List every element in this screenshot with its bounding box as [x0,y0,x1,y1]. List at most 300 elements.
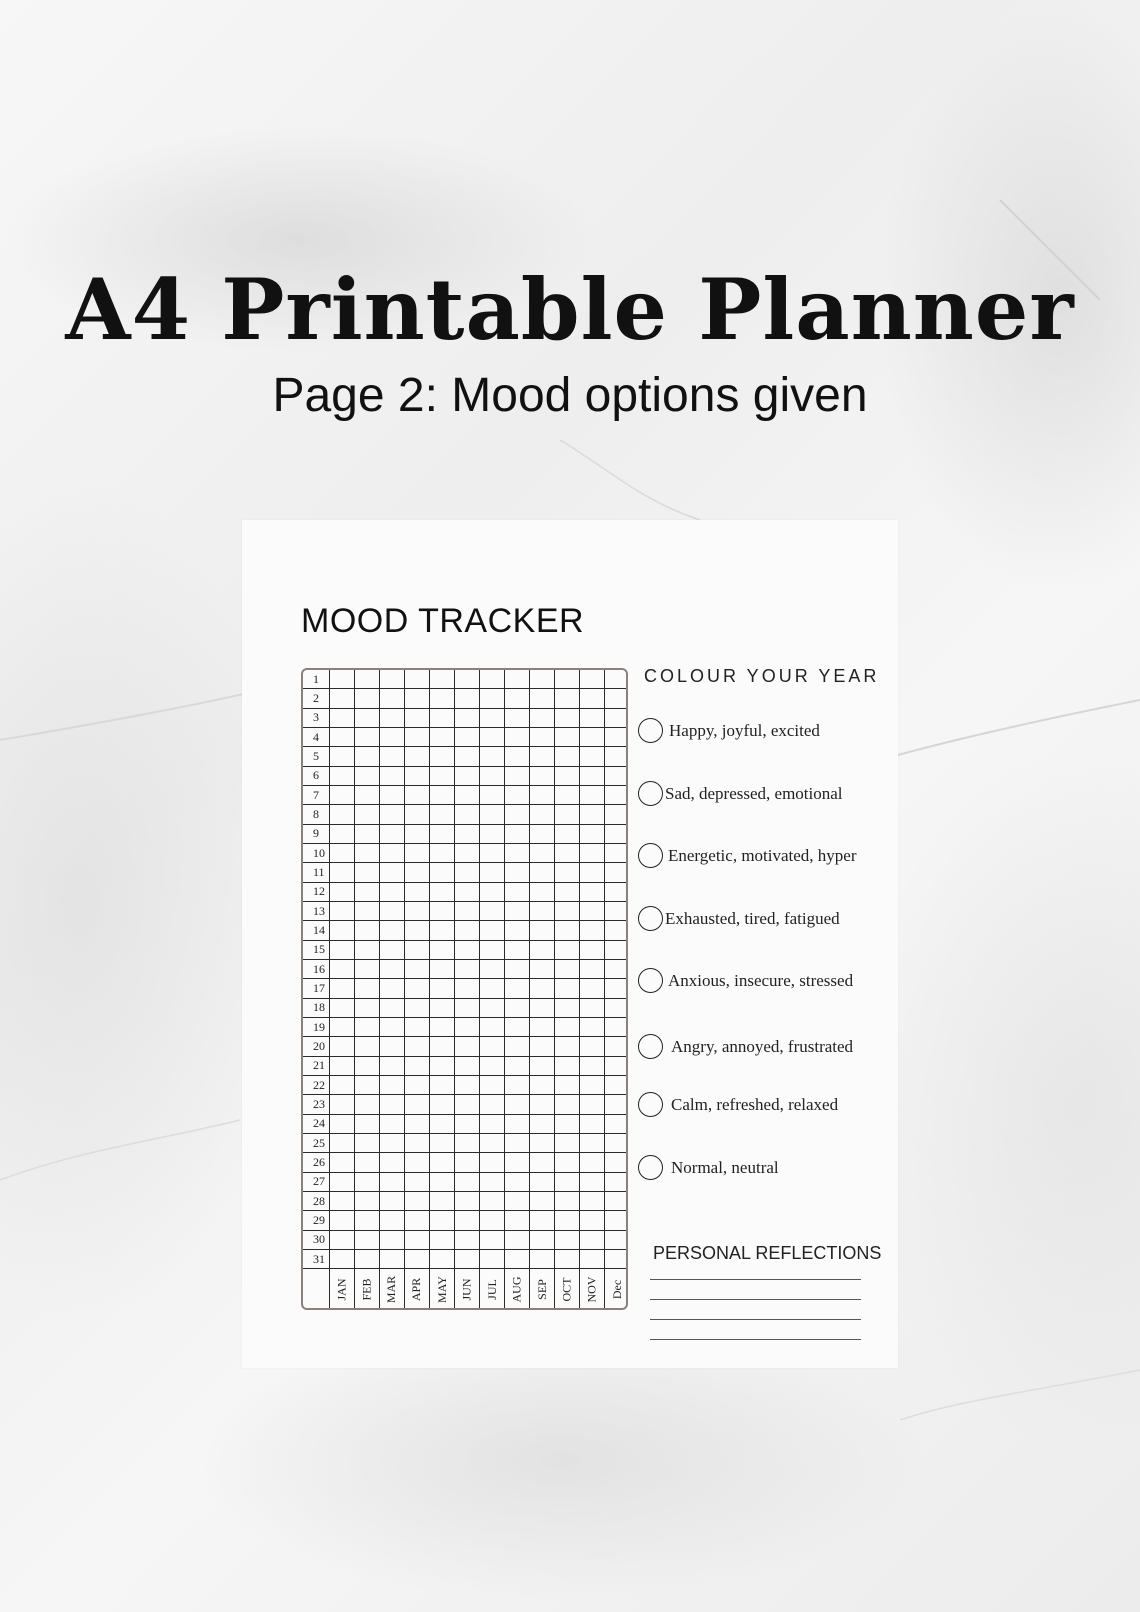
mood-cell[interactable] [555,728,580,747]
mood-cell[interactable] [330,1192,355,1211]
mood-cell[interactable] [380,921,405,940]
mood-cell[interactable] [330,1134,355,1153]
mood-cell[interactable] [405,902,430,921]
mood-cell[interactable] [480,767,505,786]
mood-cell[interactable] [580,805,605,824]
mood-cell[interactable] [455,709,480,728]
mood-cell[interactable] [555,1153,580,1172]
mood-cell[interactable] [605,1192,628,1211]
mood-cell[interactable] [605,999,628,1018]
mood-cell[interactable] [405,805,430,824]
mood-cell[interactable] [430,689,455,708]
mood-cell[interactable] [355,1231,380,1250]
mood-cell[interactable] [605,1057,628,1076]
mood-option[interactable] [638,1034,853,1059]
mood-cell[interactable] [555,941,580,960]
mood-cell[interactable] [555,921,580,940]
mood-cell[interactable] [505,844,530,863]
mood-cell[interactable] [330,1076,355,1095]
mood-cell[interactable] [405,1095,430,1114]
mood-cell[interactable] [605,960,628,979]
mood-cell[interactable] [455,670,480,689]
mood-cell[interactable] [330,1250,355,1269]
mood-cell[interactable] [430,1018,455,1037]
mood-cell[interactable] [330,805,355,824]
mood-cell[interactable] [580,902,605,921]
mood-cell[interactable] [405,1231,430,1250]
mood-cell[interactable] [380,1173,405,1192]
mood-cell[interactable] [355,921,380,940]
mood-cell[interactable] [555,689,580,708]
mood-cell[interactable] [555,1095,580,1114]
mood-cell[interactable] [330,979,355,998]
mood-cell[interactable] [505,883,530,902]
mood-cell[interactable] [480,825,505,844]
mood-cell[interactable] [580,844,605,863]
mood-cell[interactable] [380,844,405,863]
mood-cell[interactable] [380,1115,405,1134]
mood-cell[interactable] [430,825,455,844]
mood-option[interactable] [638,968,853,993]
mood-cell[interactable] [530,805,555,824]
mood-cell[interactable] [380,1153,405,1172]
mood-cell[interactable] [580,921,605,940]
mood-cell[interactable] [555,786,580,805]
mood-cell[interactable] [330,1095,355,1114]
mood-cell[interactable] [430,728,455,747]
mood-cell[interactable] [430,1153,455,1172]
mood-cell[interactable] [580,786,605,805]
mood-cell[interactable] [555,999,580,1018]
mood-cell[interactable] [530,786,555,805]
mood-cell[interactable] [405,1173,430,1192]
mood-cell[interactable] [330,670,355,689]
mood-cell[interactable] [330,767,355,786]
mood-cell[interactable] [480,1192,505,1211]
mood-cell[interactable] [380,805,405,824]
mood-cell[interactable] [405,921,430,940]
mood-cell[interactable] [480,670,505,689]
mood-cell[interactable] [530,689,555,708]
mood-cell[interactable] [505,1115,530,1134]
mood-cell[interactable] [430,999,455,1018]
mood-cell[interactable] [380,979,405,998]
mood-cell[interactable] [430,1192,455,1211]
mood-cell[interactable] [505,999,530,1018]
mood-cell[interactable] [530,941,555,960]
mood-cell[interactable] [430,1134,455,1153]
mood-cell[interactable] [455,1134,480,1153]
mood-cell[interactable] [355,1018,380,1037]
mood-option[interactable] [638,843,857,868]
mood-cell[interactable] [555,1134,580,1153]
mood-cell[interactable] [455,960,480,979]
mood-cell[interactable] [505,670,530,689]
mood-cell[interactable] [330,1211,355,1230]
mood-cell[interactable] [580,1211,605,1230]
mood-cell[interactable] [480,1037,505,1056]
mood-cell[interactable] [330,786,355,805]
mood-cell[interactable] [605,728,628,747]
mood-cell[interactable] [530,1211,555,1230]
mood-cell[interactable] [455,863,480,882]
mood-cell[interactable] [380,941,405,960]
mood-cell[interactable] [480,1076,505,1095]
mood-cell[interactable] [555,1211,580,1230]
mood-cell[interactable] [480,999,505,1018]
mood-cell[interactable] [480,689,505,708]
mood-cell[interactable] [380,1076,405,1095]
mood-cell[interactable] [330,960,355,979]
mood-cell[interactable] [605,979,628,998]
mood-cell[interactable] [330,844,355,863]
mood-cell[interactable] [455,941,480,960]
mood-cell[interactable] [555,1231,580,1250]
mood-cell[interactable] [505,786,530,805]
mood-cell[interactable] [455,921,480,940]
mood-cell[interactable] [555,844,580,863]
mood-cell[interactable] [455,805,480,824]
mood-cell[interactable] [430,747,455,766]
mood-cell[interactable] [455,1153,480,1172]
mood-cell[interactable] [505,767,530,786]
mood-cell[interactable] [580,728,605,747]
mood-cell[interactable] [455,1231,480,1250]
mood-cell[interactable] [430,670,455,689]
mood-cell[interactable] [355,1037,380,1056]
mood-cell[interactable] [430,883,455,902]
mood-cell[interactable] [530,825,555,844]
mood-cell[interactable] [380,786,405,805]
mood-cell[interactable] [605,1211,628,1230]
mood-cell[interactable] [530,767,555,786]
mood-cell[interactable] [455,999,480,1018]
mood-cell[interactable] [355,1250,380,1269]
mood-cell[interactable] [330,709,355,728]
colour-circle[interactable] [638,906,663,931]
mood-cell[interactable] [355,1134,380,1153]
mood-cell[interactable] [480,728,505,747]
mood-cell[interactable] [480,1018,505,1037]
mood-cell[interactable] [330,1153,355,1172]
mood-cell[interactable] [455,902,480,921]
mood-cell[interactable] [430,709,455,728]
mood-cell[interactable] [480,902,505,921]
mood-cell[interactable] [530,844,555,863]
reflection-line[interactable] [650,1339,861,1340]
mood-cell[interactable] [330,902,355,921]
mood-cell[interactable] [605,844,628,863]
mood-cell[interactable] [455,1095,480,1114]
mood-cell[interactable] [380,1018,405,1037]
mood-cell[interactable] [505,709,530,728]
mood-cell[interactable] [580,825,605,844]
mood-cell[interactable] [430,921,455,940]
mood-cell[interactable] [355,805,380,824]
mood-cell[interactable] [330,689,355,708]
mood-cell[interactable] [605,1250,628,1269]
mood-cell[interactable] [430,1095,455,1114]
mood-cell[interactable] [330,941,355,960]
mood-cell[interactable] [555,883,580,902]
mood-cell[interactable] [530,1057,555,1076]
mood-cell[interactable] [530,728,555,747]
mood-cell[interactable] [580,670,605,689]
mood-cell[interactable] [455,844,480,863]
mood-cell[interactable] [580,1115,605,1134]
mood-cell[interactable] [405,767,430,786]
mood-cell[interactable] [455,689,480,708]
mood-cell[interactable] [380,1250,405,1269]
mood-cell[interactable] [380,670,405,689]
mood-cell[interactable] [555,825,580,844]
mood-cell[interactable] [505,1173,530,1192]
mood-cell[interactable] [480,960,505,979]
mood-cell[interactable] [605,689,628,708]
mood-cell[interactable] [405,1115,430,1134]
mood-cell[interactable] [480,1153,505,1172]
mood-cell[interactable] [455,1057,480,1076]
mood-cell[interactable] [430,1173,455,1192]
mood-cell[interactable] [430,1250,455,1269]
mood-cell[interactable] [505,1153,530,1172]
mood-cell[interactable] [430,941,455,960]
mood-cell[interactable] [530,960,555,979]
mood-cell[interactable] [330,825,355,844]
mood-cell[interactable] [605,1018,628,1037]
mood-cell[interactable] [605,786,628,805]
mood-cell[interactable] [605,1095,628,1114]
mood-cell[interactable] [455,767,480,786]
mood-cell[interactable] [455,825,480,844]
mood-cell[interactable] [605,1076,628,1095]
mood-cell[interactable] [530,1231,555,1250]
mood-cell[interactable] [355,1115,380,1134]
mood-cell[interactable] [530,1018,555,1037]
mood-cell[interactable] [555,767,580,786]
mood-cell[interactable] [480,1115,505,1134]
mood-cell[interactable] [355,825,380,844]
mood-cell[interactable] [330,921,355,940]
mood-cell[interactable] [505,1231,530,1250]
mood-cell[interactable] [430,1115,455,1134]
mood-cell[interactable] [455,883,480,902]
mood-cell[interactable] [380,960,405,979]
mood-cell[interactable] [580,863,605,882]
mood-cell[interactable] [505,1192,530,1211]
mood-cell[interactable] [430,767,455,786]
mood-cell[interactable] [355,1153,380,1172]
mood-cell[interactable] [405,1250,430,1269]
mood-cell[interactable] [405,1211,430,1230]
mood-cell[interactable] [605,825,628,844]
mood-cell[interactable] [355,709,380,728]
mood-cell[interactable] [605,1231,628,1250]
colour-circle[interactable] [638,1155,663,1180]
mood-cell[interactable] [380,999,405,1018]
mood-cell[interactable] [405,941,430,960]
mood-cell[interactable] [555,1057,580,1076]
mood-cell[interactable] [505,1057,530,1076]
mood-cell[interactable] [605,902,628,921]
mood-cell[interactable] [330,1037,355,1056]
colour-circle[interactable] [638,781,663,806]
mood-cell[interactable] [530,670,555,689]
mood-cell[interactable] [580,979,605,998]
mood-option[interactable] [638,1092,838,1117]
mood-cell[interactable] [530,863,555,882]
mood-cell[interactable] [605,1153,628,1172]
mood-cell[interactable] [430,805,455,824]
mood-cell[interactable] [455,747,480,766]
mood-cell[interactable] [530,883,555,902]
mood-cell[interactable] [555,1037,580,1056]
mood-cell[interactable] [330,883,355,902]
mood-cell[interactable] [455,1076,480,1095]
mood-cell[interactable] [605,767,628,786]
mood-cell[interactable] [580,709,605,728]
mood-cell[interactable] [455,1211,480,1230]
mood-cell[interactable] [430,1037,455,1056]
mood-cell[interactable] [605,863,628,882]
reflection-line[interactable] [650,1319,861,1320]
mood-cell[interactable] [405,960,430,979]
mood-cell[interactable] [405,863,430,882]
mood-cell[interactable] [555,1192,580,1211]
mood-cell[interactable] [405,844,430,863]
mood-cell[interactable] [530,1076,555,1095]
mood-cell[interactable] [380,902,405,921]
mood-cell[interactable] [405,825,430,844]
mood-cell[interactable] [605,921,628,940]
mood-cell[interactable] [430,1076,455,1095]
mood-cell[interactable] [580,999,605,1018]
mood-cell[interactable] [505,979,530,998]
mood-cell[interactable] [555,902,580,921]
mood-cell[interactable] [405,786,430,805]
mood-cell[interactable] [580,1192,605,1211]
mood-cell[interactable] [605,805,628,824]
colour-circle[interactable] [638,718,663,743]
mood-cell[interactable] [380,1037,405,1056]
mood-cell[interactable] [380,1211,405,1230]
mood-option[interactable] [638,718,820,743]
mood-cell[interactable] [330,999,355,1018]
mood-cell[interactable] [555,1173,580,1192]
mood-cell[interactable] [530,979,555,998]
mood-cell[interactable] [480,1250,505,1269]
mood-option[interactable] [638,781,843,806]
mood-cell[interactable] [405,747,430,766]
mood-cell[interactable] [330,1115,355,1134]
mood-cell[interactable] [480,941,505,960]
mood-cell[interactable] [430,960,455,979]
mood-cell[interactable] [555,1250,580,1269]
mood-cell[interactable] [355,844,380,863]
mood-cell[interactable] [480,863,505,882]
mood-cell[interactable] [580,1095,605,1114]
mood-cell[interactable] [580,1231,605,1250]
mood-cell[interactable] [355,747,380,766]
mood-cell[interactable] [605,709,628,728]
mood-cell[interactable] [530,1037,555,1056]
mood-cell[interactable] [405,1134,430,1153]
mood-cell[interactable] [380,767,405,786]
colour-circle[interactable] [638,843,663,868]
mood-cell[interactable] [505,1134,530,1153]
mood-cell[interactable] [480,921,505,940]
mood-cell[interactable] [580,1018,605,1037]
mood-cell[interactable] [505,941,530,960]
mood-cell[interactable] [480,1095,505,1114]
mood-cell[interactable] [430,786,455,805]
mood-cell[interactable] [455,1250,480,1269]
mood-cell[interactable] [505,825,530,844]
mood-cell[interactable] [530,1134,555,1153]
mood-cell[interactable] [555,1018,580,1037]
mood-cell[interactable] [580,883,605,902]
mood-cell[interactable] [480,786,505,805]
mood-cell[interactable] [355,863,380,882]
mood-cell[interactable] [505,1095,530,1114]
mood-cell[interactable] [580,1153,605,1172]
mood-cell[interactable] [580,941,605,960]
mood-cell[interactable] [405,1076,430,1095]
mood-cell[interactable] [405,1192,430,1211]
mood-cell[interactable] [480,844,505,863]
mood-cell[interactable] [405,689,430,708]
mood-cell[interactable] [505,902,530,921]
mood-cell[interactable] [380,709,405,728]
mood-cell[interactable] [480,805,505,824]
mood-cell[interactable] [530,1115,555,1134]
mood-cell[interactable] [480,709,505,728]
mood-option[interactable] [638,906,840,931]
mood-cell[interactable] [555,863,580,882]
mood-cell[interactable] [530,1153,555,1172]
mood-cell[interactable] [455,1192,480,1211]
mood-cell[interactable] [505,1018,530,1037]
mood-cell[interactable] [505,921,530,940]
mood-cell[interactable] [580,960,605,979]
mood-cell[interactable] [405,883,430,902]
mood-cell[interactable] [380,863,405,882]
reflection-line[interactable] [650,1279,861,1280]
mood-cell[interactable] [555,709,580,728]
reflection-line[interactable] [650,1299,861,1300]
mood-cell[interactable] [580,689,605,708]
mood-cell[interactable] [330,1057,355,1076]
mood-cell[interactable] [455,728,480,747]
mood-cell[interactable] [330,1018,355,1037]
mood-cell[interactable] [605,941,628,960]
mood-cell[interactable] [355,960,380,979]
mood-cell[interactable] [355,1076,380,1095]
mood-cell[interactable] [530,1173,555,1192]
mood-cell[interactable] [555,805,580,824]
mood-cell[interactable] [530,1192,555,1211]
mood-cell[interactable] [455,1018,480,1037]
mood-cell[interactable] [480,1057,505,1076]
mood-cell[interactable] [505,747,530,766]
mood-cell[interactable] [430,1211,455,1230]
mood-cell[interactable] [555,747,580,766]
mood-cell[interactable] [355,1173,380,1192]
mood-cell[interactable] [455,786,480,805]
mood-cell[interactable] [555,979,580,998]
mood-cell[interactable] [430,1231,455,1250]
mood-cell[interactable] [580,767,605,786]
